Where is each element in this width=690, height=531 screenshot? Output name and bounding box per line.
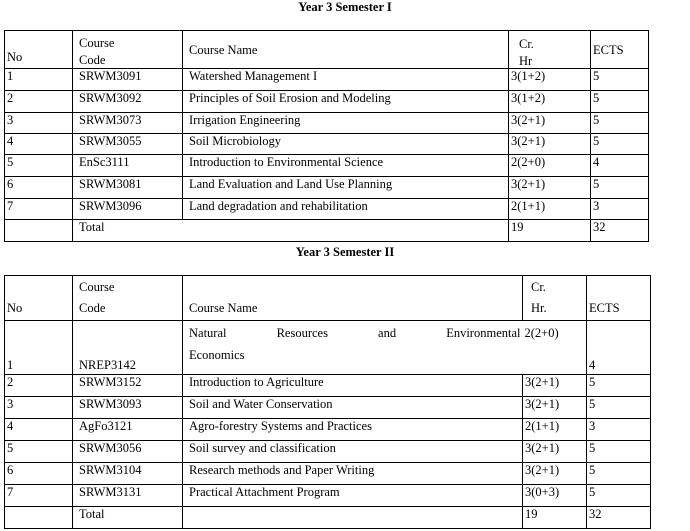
header-code-line1: Course <box>79 36 115 50</box>
header-no: No <box>5 31 73 69</box>
total-label: Total <box>73 507 183 529</box>
total-cr: 19 <box>509 220 591 242</box>
name-word: and <box>378 326 397 340</box>
cell-name <box>183 507 523 529</box>
cell-name <box>183 321 523 375</box>
cell-name: Introduction to Environmental Science <box>183 155 509 177</box>
cell-cr: 3(0+3) <box>523 485 587 507</box>
cell-name-line1 <box>189 326 523 340</box>
table-row <box>5 485 651 507</box>
cell-no: 2 <box>5 375 73 397</box>
header-cr-hr <box>523 276 587 321</box>
table-row <box>5 419 651 441</box>
cell-name: Land Evaluation and Land Use Planning <box>183 177 509 199</box>
cell-name-line2: Economics <box>189 348 245 362</box>
table-row <box>5 199 649 220</box>
cell-name: Irrigation Engineering <box>183 113 509 134</box>
cell-cr: 3(2+1) <box>509 113 591 134</box>
cell-cr: 3(2+1) <box>523 463 587 485</box>
cell-name: Agro-forestry Systems and Practices <box>183 419 523 441</box>
cell-ects: 5 <box>591 134 649 155</box>
cell-ects: 5 <box>591 69 649 91</box>
name-word: Environmental <box>446 326 521 340</box>
name-word: Natural <box>189 326 227 340</box>
cell-cr: 3(2+1) <box>523 397 587 419</box>
cell-no: 5 <box>5 441 73 463</box>
cell-code: SRWM3092 <box>73 91 183 113</box>
cell-ects: 5 <box>591 113 649 134</box>
cell-no: 3 <box>5 113 73 134</box>
cell-code: EnSc3111 <box>73 155 183 177</box>
cell-cr: 3(2+1) <box>509 134 591 155</box>
header-code-line2: Code <box>79 301 106 315</box>
cell-code: SRWM3056 <box>73 441 183 463</box>
header-cr-line2: Hr. <box>531 301 547 315</box>
cell-name: Land degradation and rehabilitation <box>183 199 509 220</box>
margin-line <box>650 418 651 438</box>
header-course-code <box>73 31 183 69</box>
cell-name: Principles of Soil Erosion and Modeling <box>183 91 509 113</box>
cell-no <box>5 220 73 242</box>
total-ects: 32 <box>591 220 649 242</box>
cell-name: Research methods and Paper Writing <box>183 463 523 485</box>
cell-no <box>5 507 73 529</box>
cell-cr: 2(1+1) <box>523 419 587 441</box>
header-ects: ECTS <box>591 31 649 69</box>
cell-code: SRWM3055 <box>73 134 183 155</box>
cell-ects: 3 <box>587 419 651 441</box>
header-cr-line2: Hr <box>519 54 533 68</box>
header-course-name: Course Name <box>183 31 509 69</box>
header-code-line2: Code <box>79 53 106 67</box>
semester1-header-row <box>5 31 649 69</box>
cell-cr: 2(2+0) <box>523 321 587 375</box>
cell-ects: 3 <box>591 199 649 220</box>
cell-ects: 5 <box>587 441 651 463</box>
cell-name: Soil and Water Conservation <box>183 397 523 419</box>
cell-no: 3 <box>5 397 73 419</box>
table-row <box>5 69 649 91</box>
cell-cr: 2(2+0) <box>509 155 591 177</box>
cell-ects: 4 <box>591 155 649 177</box>
total-label: Total <box>73 220 509 242</box>
cell-code: SRWM3073 <box>73 113 183 134</box>
table-row <box>5 177 649 199</box>
header-code-line1: Course <box>79 280 115 294</box>
cell-no: 7 <box>5 199 73 220</box>
cell-ects: 4 <box>587 321 651 375</box>
header-cr-line1: Cr. <box>531 280 546 294</box>
header-ects: ECTS <box>587 276 651 321</box>
cell-code: AgFo3121 <box>73 419 183 441</box>
cell-no: 6 <box>5 177 73 199</box>
table-row <box>5 113 649 134</box>
cell-no: 4 <box>5 419 73 441</box>
semester2-header-row <box>5 276 651 321</box>
table-row <box>5 397 651 419</box>
cell-cr: 2(1+1) <box>509 199 591 220</box>
semester2-title: Year 3 Semester II <box>295 245 395 259</box>
cell-code: SRWM3152 <box>73 375 183 397</box>
cell-name: Practical Attachment Program <box>183 485 523 507</box>
cell-code: SRWM3104 <box>73 463 183 485</box>
header-no: No <box>5 276 73 321</box>
semester2-total-row <box>5 507 651 529</box>
semester1-total-row <box>5 220 649 242</box>
cell-no: 5 <box>5 155 73 177</box>
cell-name: Soil survey and classification <box>183 441 523 463</box>
table-row <box>5 155 649 177</box>
cell-ects: 5 <box>591 177 649 199</box>
cell-no: 1 <box>5 69 73 91</box>
total-ects: 32 <box>587 507 651 529</box>
header-cr-hr <box>509 31 591 69</box>
cell-name: Soil Microbiology <box>183 134 509 155</box>
table-row <box>5 321 651 375</box>
cell-no: 4 <box>5 134 73 155</box>
semester1-title: Year 3 Semester I <box>298 0 392 14</box>
header-course-name: Course Name <box>183 276 523 321</box>
cell-cr: 3(2+1) <box>509 177 591 199</box>
semester1-table <box>4 30 649 242</box>
cell-no: 6 <box>5 463 73 485</box>
cell-code: SRWM3131 <box>73 485 183 507</box>
cell-cr: 3(2+1) <box>523 441 587 463</box>
table-row <box>5 91 649 113</box>
cell-code: SRWM3096 <box>73 199 183 220</box>
name-word: Resources <box>276 326 328 340</box>
semester2-table <box>4 275 651 529</box>
cell-ects: 5 <box>587 485 651 507</box>
cell-cr: 3(2+1) <box>523 375 587 397</box>
cell-name: Introduction to Agriculture <box>183 375 523 397</box>
cell-ects: 5 <box>587 397 651 419</box>
cell-no: 1 <box>5 321 73 375</box>
cell-ects: 5 <box>587 375 651 397</box>
cell-code: SRWM3093 <box>73 397 183 419</box>
table-row <box>5 375 651 397</box>
cell-cr: 3(1+2) <box>509 69 591 91</box>
table-row <box>5 134 649 155</box>
cell-code: SRWM3081 <box>73 177 183 199</box>
cell-no: 7 <box>5 485 73 507</box>
cell-name: Watershed Management I <box>183 69 509 91</box>
cell-ects: 5 <box>591 91 649 113</box>
table-row <box>5 463 651 485</box>
cell-no: 2 <box>5 91 73 113</box>
table-row <box>5 441 651 463</box>
cell-ects: 5 <box>587 463 651 485</box>
cell-code: NREP3142 <box>73 321 183 375</box>
total-cr: 19 <box>523 507 587 529</box>
header-cr-line1: Cr. <box>519 37 534 51</box>
cell-code: SRWM3091 <box>73 69 183 91</box>
cell-cr: 3(1+2) <box>509 91 591 113</box>
header-course-code <box>73 276 183 321</box>
